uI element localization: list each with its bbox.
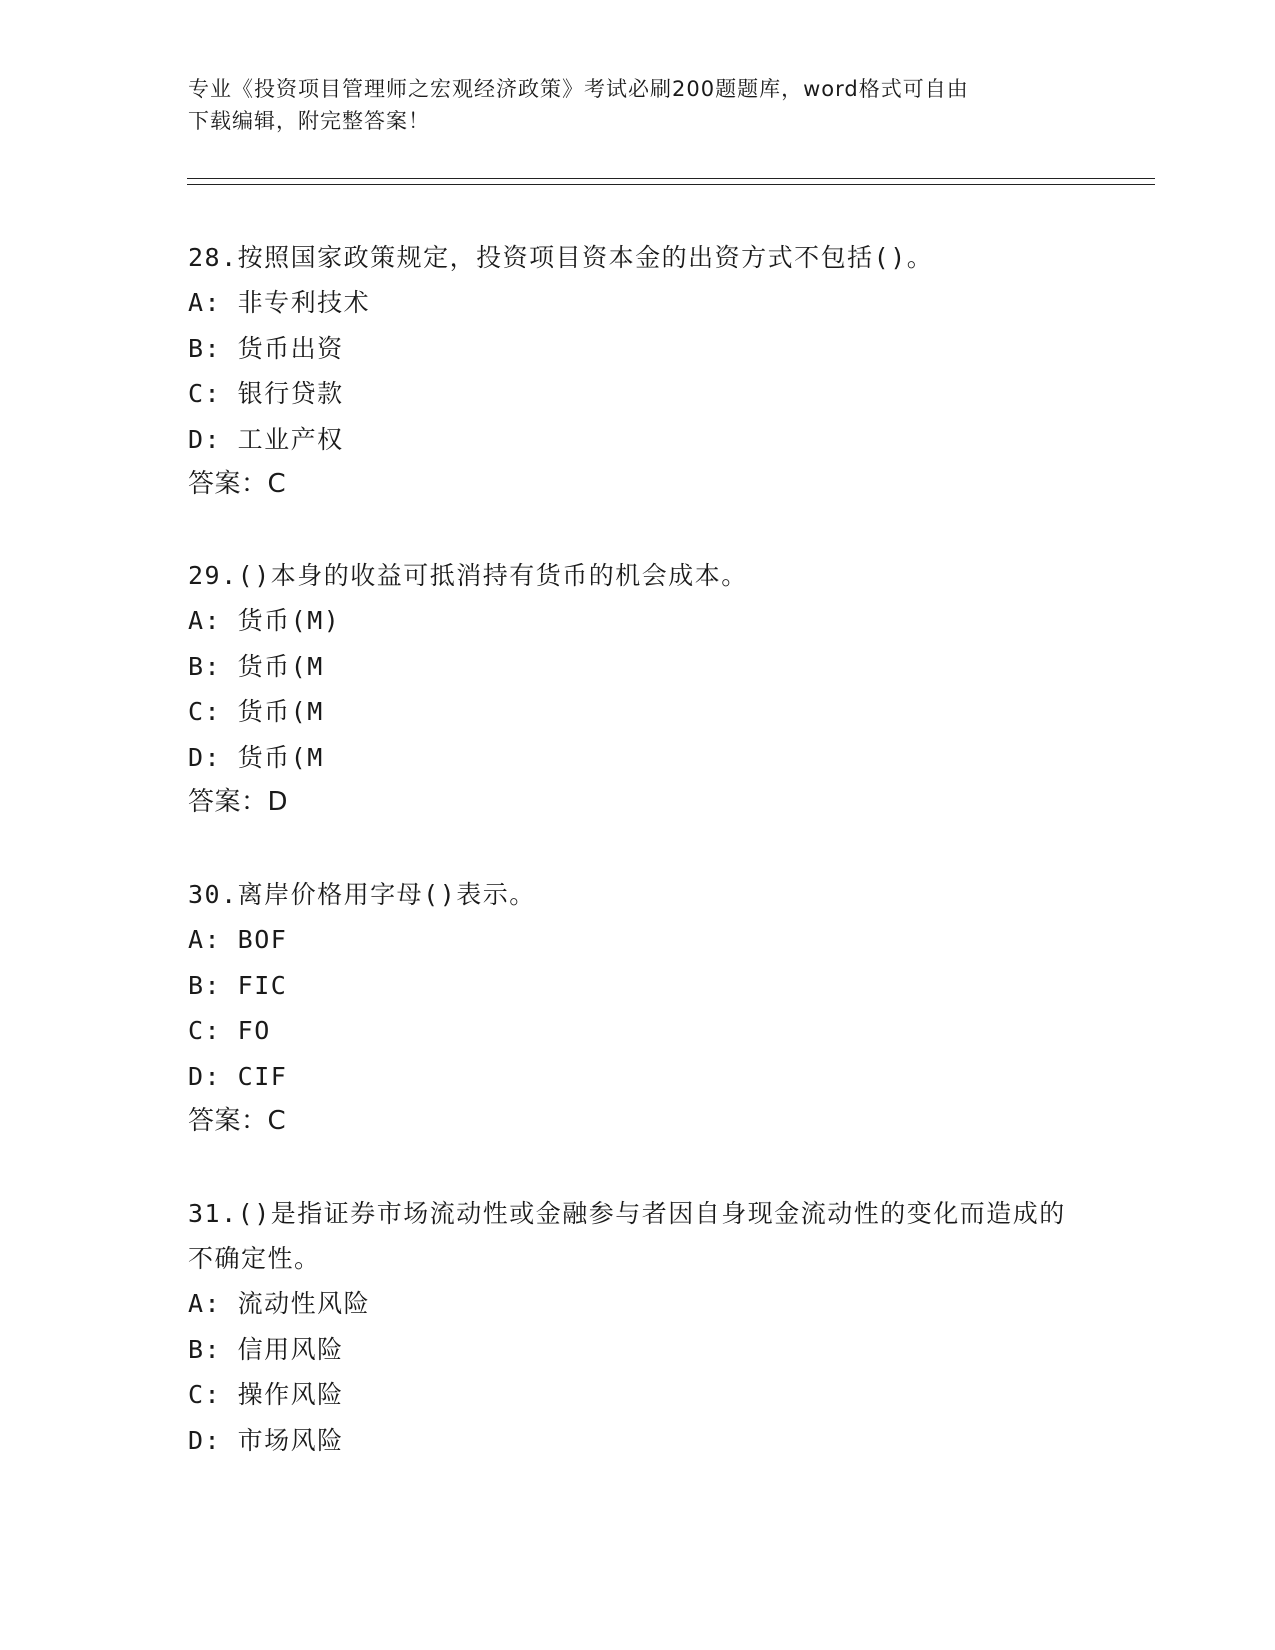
option-b: B: 信用风险 — [188, 1334, 344, 1364]
document-header — [188, 73, 1068, 137]
option-c: C: 银行贷款 — [188, 379, 344, 409]
question-31 — [188, 1191, 1088, 1463]
option-b: B: FIC — [188, 970, 288, 1000]
option-a: A: 非专利技术 — [188, 288, 371, 317]
option-b: B: 货币(M — [188, 651, 324, 681]
header-line-2: 下载编辑，附完整答案！ — [188, 109, 430, 133]
header-divider-top — [187, 178, 1155, 179]
question-30 — [188, 872, 1088, 1144]
question-stem: 31.()是指证券市场流动性或金融参与者因自身现金流动性的变化而造成的不确定性。 — [188, 1199, 1066, 1273]
answer: 答案：D — [188, 787, 289, 818]
header-divider-bottom — [187, 184, 1155, 185]
question-stem: 29.()本身的收益可抵消持有货币的机会成本。 — [188, 561, 748, 590]
option-b: B: 货币出资 — [188, 333, 344, 363]
question-29 — [188, 553, 1088, 825]
header-line-1: 专业《投资项目管理师之宏观经济政策》考试必刷200题题库，word格式可自由 — [188, 77, 969, 101]
option-a: A: BOF — [188, 925, 288, 954]
question-stem: 30.离岸价格用字母()表示。 — [188, 880, 536, 909]
option-a: A: 货币(M) — [188, 606, 341, 635]
question-28 — [188, 235, 1088, 507]
option-d: D: 工业产权 — [188, 424, 344, 454]
option-d: D: 市场风险 — [188, 1425, 344, 1455]
option-c: C: 操作风险 — [188, 1380, 344, 1410]
option-c: C: FO — [188, 1016, 271, 1046]
answer: 答案：C — [188, 469, 287, 500]
option-d: D: 货币(M — [188, 742, 324, 772]
question-stem: 28.按照国家政策规定，投资项目资本金的出资方式不包括()。 — [188, 243, 934, 272]
option-d: D: CIF — [188, 1061, 288, 1091]
option-a: A: 流动性风险 — [188, 1289, 371, 1318]
answer: 答案：C — [188, 1106, 287, 1137]
option-c: C: 货币(M — [188, 697, 324, 727]
